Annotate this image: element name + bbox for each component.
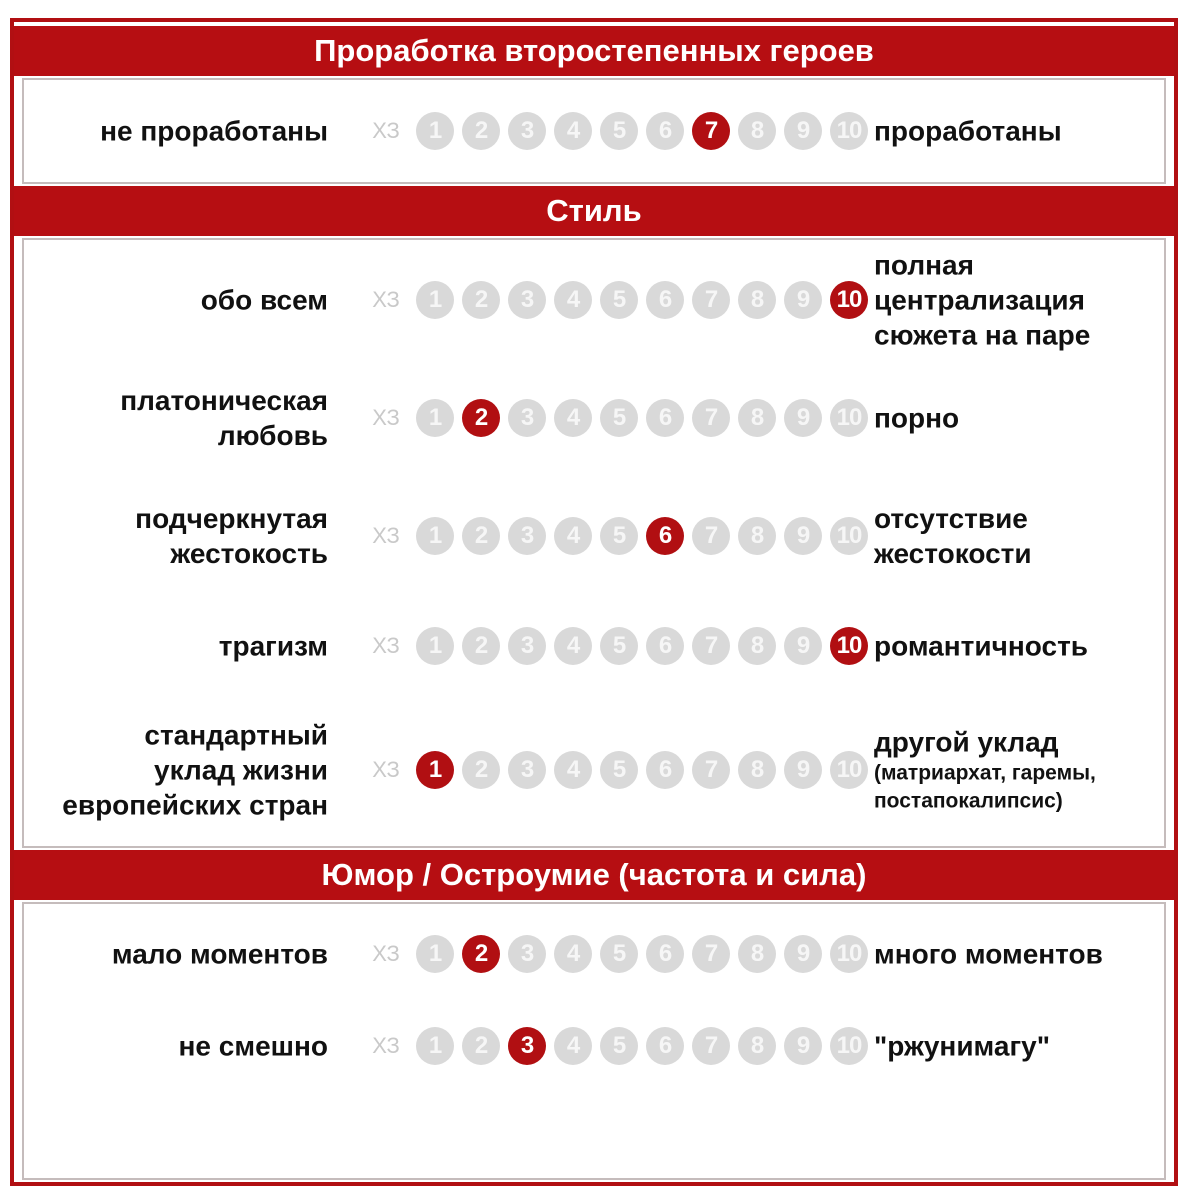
rating-dot: 7 [692,627,730,665]
row-left-label [179,1029,328,1064]
rating-dot-selected: 10 [830,627,868,665]
rating-row [24,80,1164,182]
rating-dot: 4 [554,627,592,665]
rating-dot: 3 [508,399,546,437]
rating-dot-selected: 3 [508,1027,546,1065]
rating-scale [368,112,868,150]
rating-dot-selected: 2 [462,935,500,973]
rating-dot: 8 [738,1027,776,1065]
section-title: Стиль [546,193,642,228]
rating-dot: 6 [646,935,684,973]
rating-dot: 1 [416,517,454,555]
rating-dot: 2 [462,112,500,150]
xz-label: ХЗ [372,757,400,782]
rating-dot: 10 [830,935,868,973]
row-right-label [874,114,1062,149]
rating-dot: 5 [600,935,638,973]
row-right-label [874,401,959,436]
left-label-line: платоническая [120,385,328,416]
row-right-label [874,937,1103,972]
rating-dot: 4 [554,1027,592,1065]
section-body-secondary-characters [22,78,1166,184]
rating-dot: 7 [692,751,730,789]
rating-dot: 8 [738,935,776,973]
rating-dot: 9 [784,751,822,789]
section-header-humor [14,850,1174,900]
row-left-label [112,937,328,972]
right-label-line: проработаны [874,115,1062,147]
rating-scale [368,281,868,319]
rating-dot: 6 [646,399,684,437]
rating-dot: 7 [692,935,730,973]
rating-dot: 10 [830,517,868,555]
rating-dot: 9 [784,1027,822,1065]
rating-dot: 1 [416,281,454,319]
right-label-line: централизация [874,284,1085,316]
rating-dot: 9 [784,627,822,665]
rating-dot: 3 [508,627,546,665]
row-left-label [201,283,328,318]
right-label-line: "ржунимагу" [874,1030,1050,1062]
rating-dot: 1 [416,112,454,150]
rating-scale [368,751,868,789]
left-label-line: жестокость [170,538,328,569]
rating-dot: 5 [600,627,638,665]
xz-label: ХЗ [372,941,400,966]
rating-scale [368,1027,868,1065]
row-right-label [874,501,1032,571]
row-right-label [874,629,1088,664]
rating-dot: 1 [416,627,454,665]
right-label-line: сюжета на паре [874,319,1091,351]
rating-dot: 5 [600,1027,638,1065]
rating-dot: 10 [830,1027,868,1065]
rating-dot: 8 [738,399,776,437]
rating-dot: 9 [784,399,822,437]
rating-dot: 4 [554,935,592,973]
section-body-humor [22,902,1166,1180]
left-label-line: обо всем [200,284,328,316]
rating-row [24,596,1164,696]
xz-label: ХЗ [372,287,400,312]
row-left-label [100,114,328,149]
xz-label: ХЗ [372,1033,400,1058]
rating-scale [368,627,868,665]
xz-label: ХЗ [372,118,400,143]
xz-label: ХЗ [372,523,400,548]
rating-dot: 10 [830,751,868,789]
rating-dot: 7 [692,281,730,319]
rating-dot: 2 [462,627,500,665]
rating-dot: 5 [600,399,638,437]
right-label-line: жестокости [874,538,1032,569]
rating-dot: 10 [830,399,868,437]
rating-dot: 9 [784,281,822,319]
rating-dot: 9 [784,517,822,555]
rating-dot: 7 [692,1027,730,1065]
rating-dot: 2 [462,1027,500,1065]
row-left-label [62,718,328,823]
row-left-label [219,629,328,664]
left-label-line: любовь [217,420,328,451]
rating-dot: 8 [738,112,776,150]
rating-dot: 8 [738,517,776,555]
rating-row [24,696,1164,844]
rating-dot: 1 [416,1027,454,1065]
rating-card [10,18,1178,1186]
xz-label: ХЗ [372,633,400,658]
rating-dot: 4 [554,517,592,555]
rating-dot: 1 [416,935,454,973]
rating-dot-selected: 2 [462,399,500,437]
rating-dot: 7 [692,399,730,437]
rating-row [24,476,1164,596]
right-label-line: полная [874,249,974,281]
rating-dot-selected: 7 [692,112,730,150]
right-label-line: другой уклад [874,726,1059,758]
right-label-line: романтичность [874,630,1088,662]
rating-dot: 6 [646,281,684,319]
row-right-label [874,725,1096,816]
rating-dot: 3 [508,751,546,789]
rating-row [24,1004,1164,1088]
section-header-secondary-characters [14,26,1174,76]
row-left-label [135,501,328,571]
left-label-line: трагизм [218,630,328,662]
rating-dot: 6 [646,112,684,150]
left-label-line: европейских стран [62,789,328,821]
rating-dot: 8 [738,751,776,789]
rating-dot: 9 [784,112,822,150]
left-label-line: подчеркнутая [135,503,328,534]
right-label-line: порно [874,402,960,434]
left-label-line: мало моментов [111,938,328,970]
rating-dot: 6 [646,1027,684,1065]
rating-dot: 9 [784,935,822,973]
section-header-style [14,186,1174,236]
left-label-line: не смешно [178,1030,328,1062]
rating-dot: 5 [600,751,638,789]
xz-label: ХЗ [372,405,400,430]
left-label-line: уклад жизни [154,754,328,786]
rating-dot: 6 [646,751,684,789]
rating-dot: 7 [692,517,730,555]
rating-dot: 3 [508,935,546,973]
rating-dot: 1 [416,399,454,437]
section-body-style [22,238,1166,848]
section-title: Юмор / Остроумие (частота и сила) [321,857,867,892]
rating-dot: 6 [646,627,684,665]
rating-dot: 2 [462,751,500,789]
rating-dot: 3 [508,112,546,150]
rating-dot-selected: 10 [830,281,868,319]
rating-dot: 2 [462,281,500,319]
row-left-label [120,383,328,453]
rating-row [24,360,1164,476]
left-label-line: стандартный [144,719,328,751]
rating-dot: 2 [462,517,500,555]
right-label-note: постапокалипсис) [874,789,1063,813]
rating-dot: 3 [508,517,546,555]
row-right-label [874,1029,1050,1064]
row-right-label [874,248,1090,353]
right-label-line: отсутствие [874,503,1028,534]
right-label-note: (матриархат, гаремы, [874,761,1096,785]
rating-dot: 5 [600,281,638,319]
rating-scale [368,935,868,973]
rating-row [24,904,1164,1004]
left-label-line: не проработаны [100,115,328,147]
rating-dot-selected: 1 [416,751,454,789]
section-title: Проработка второстепенных героев [314,33,874,68]
rating-dot: 3 [508,281,546,319]
rating-scale [368,399,868,437]
rating-dot: 4 [554,751,592,789]
rating-dot: 5 [600,112,638,150]
rating-dot-selected: 6 [646,517,684,555]
rating-row [24,240,1164,360]
rating-dot: 4 [554,399,592,437]
rating-dot: 8 [738,627,776,665]
rating-dot: 5 [600,517,638,555]
rating-dot: 10 [830,112,868,150]
rating-dot: 4 [554,112,592,150]
right-label-line: много моментов [874,938,1103,970]
rating-dot: 8 [738,281,776,319]
rating-scale [368,517,868,555]
rating-dot: 4 [554,281,592,319]
